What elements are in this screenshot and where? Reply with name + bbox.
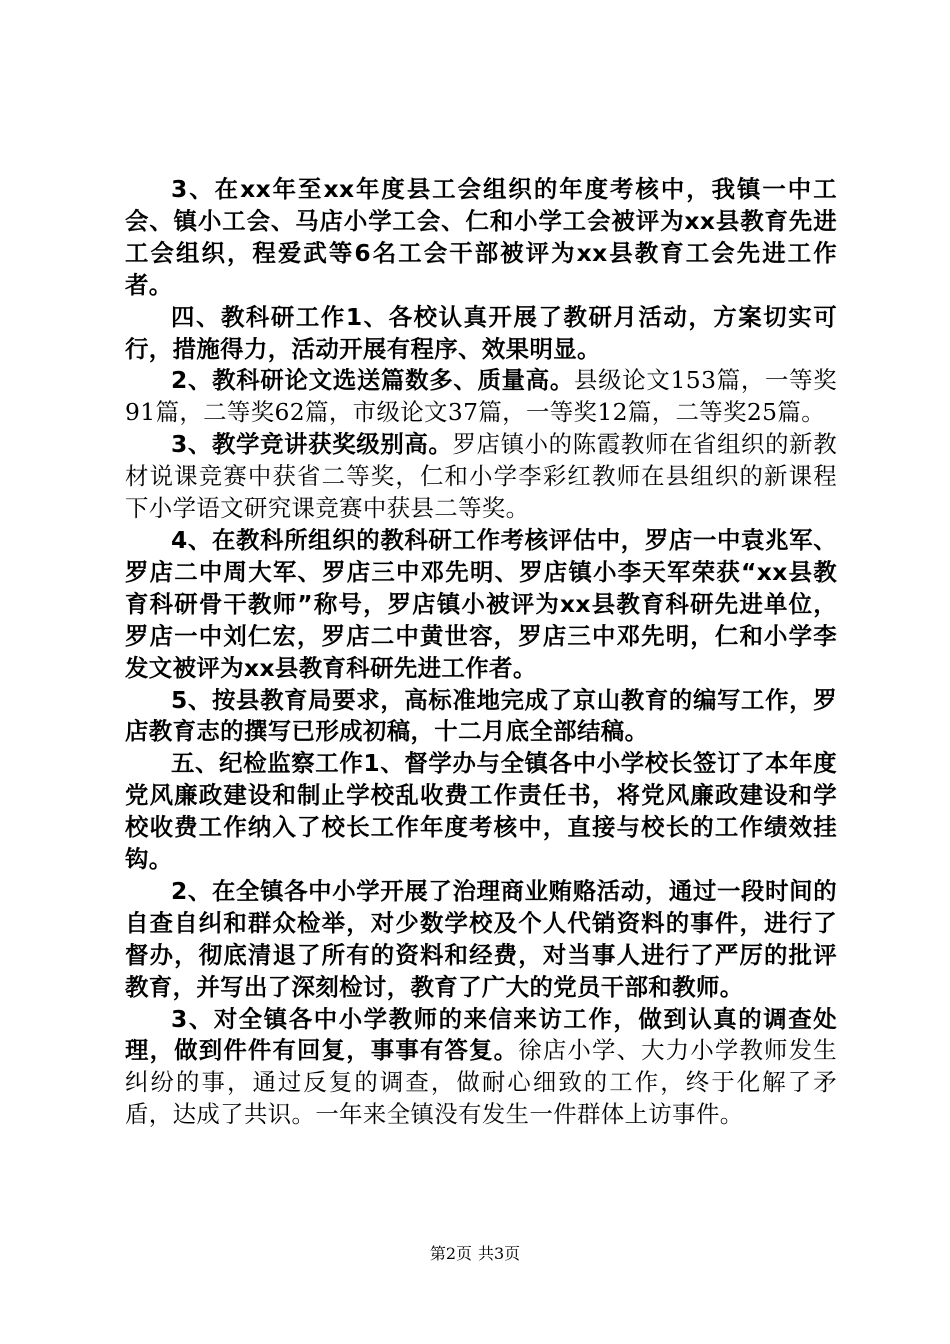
- paragraph-text: 3、教学竞讲获奖级别高。: [171, 430, 453, 459]
- paragraph-text: 5、按县教育局要求，高标准地完成了京山教育的编写工作，罗店教育志的撰写已形成初稿，十二月底全部结稿。: [125, 685, 837, 746]
- paragraph-text-secondary: 徐店小学、大力小学教师发生纠纷的事，通过反复的调查，做耐心细致的工作，终于化解了矛盾，达成了共识。一年来全镇没有发生一件群体上访事件。: [125, 1036, 837, 1129]
- paragraph-text: 3、对全镇各中小学教师的来信来访工作，做到认真的调查处理，做到件件有回复，事事有答复。: [125, 1004, 837, 1065]
- page-number: 第2页: [429, 1244, 472, 1263]
- paragraph-research-heading: [125, 302, 837, 366]
- paragraph-text-secondary: 罗店镇小的陈霞教师在省组织的新教材说课竞赛中获省二等奖，仁和小学李彩红教师在县组织的新课程下小学语文研究课竞赛中获县二等奖。: [125, 430, 837, 523]
- paragraph-text: 四、教科研工作1、各校认真开展了教研月活动，方案切实可行，措施得力，活动开展有程序、效果明显。: [125, 302, 837, 363]
- paragraph-text: 2、教科研论文选送篇数多、质量高。: [171, 366, 575, 395]
- paragraph-letters-visits: [125, 1004, 837, 1132]
- paragraph-text: 3、在xx年至xx年度县工会组织的年度考核中，我镇一中工会、镇小工会、马店小学工会、仁和小学工会被评为xx县教育先进工会组织，程爱武等6名工会干部被评为xx县教育工会先进工作者。: [125, 175, 837, 299]
- paragraph-text-secondary: 县级论文153篇，一等奖91篇，二等奖62篇，市级论文37篇，一等奖12篇，二等奖25篇。: [125, 366, 837, 427]
- paragraph-research-evaluation: [125, 525, 837, 685]
- paragraph-discipline-heading: [125, 748, 837, 876]
- paragraph-union-award: [125, 174, 837, 302]
- page-footer: [0, 1241, 950, 1264]
- paragraph-text: 2、在全镇各中小学开展了治理商业贿赂活动，通过一段时间的自查自纠和群众检举，对少数学校及个人代销资料的事件，进行了督办，彻底清退了所有的资料和经费，对当事人进行了严厉的批评教育，并写出了深刻检讨，教育了广大的党员干部和教师。: [125, 876, 837, 1001]
- page-total: 共3页: [478, 1244, 521, 1263]
- paragraph-text: 4、在教科所组织的教科研工作考核评估中，罗店一中袁兆军、罗店二中周大军、罗店三中邓先明、罗店镇小李天军荣获“xx县教育科研骨干教师”称号，罗店镇小被评为xx县教育科研先进单位，罗店一中刘仁宏，罗店二中黄世容，罗店三中邓先明，仁和小学李发文被评为xx县教育科研先进工作者。: [125, 525, 837, 682]
- paragraph-text: 五、纪检监察工作1、督学办与全镇各中小学校长签订了本年度党风廉政建设和制止学校乱收费工作责任书，将党风廉政建设和学校收费工作纳入了校长工作年度考核中，直接与校长的工作绩效挂钩。: [125, 749, 837, 874]
- paragraph-teaching-contest: [125, 429, 837, 525]
- paragraph-education-records: [125, 685, 837, 749]
- document-body: [125, 174, 837, 1131]
- paragraph-papers: [125, 365, 837, 429]
- paragraph-bribery-campaign: [125, 876, 837, 1004]
